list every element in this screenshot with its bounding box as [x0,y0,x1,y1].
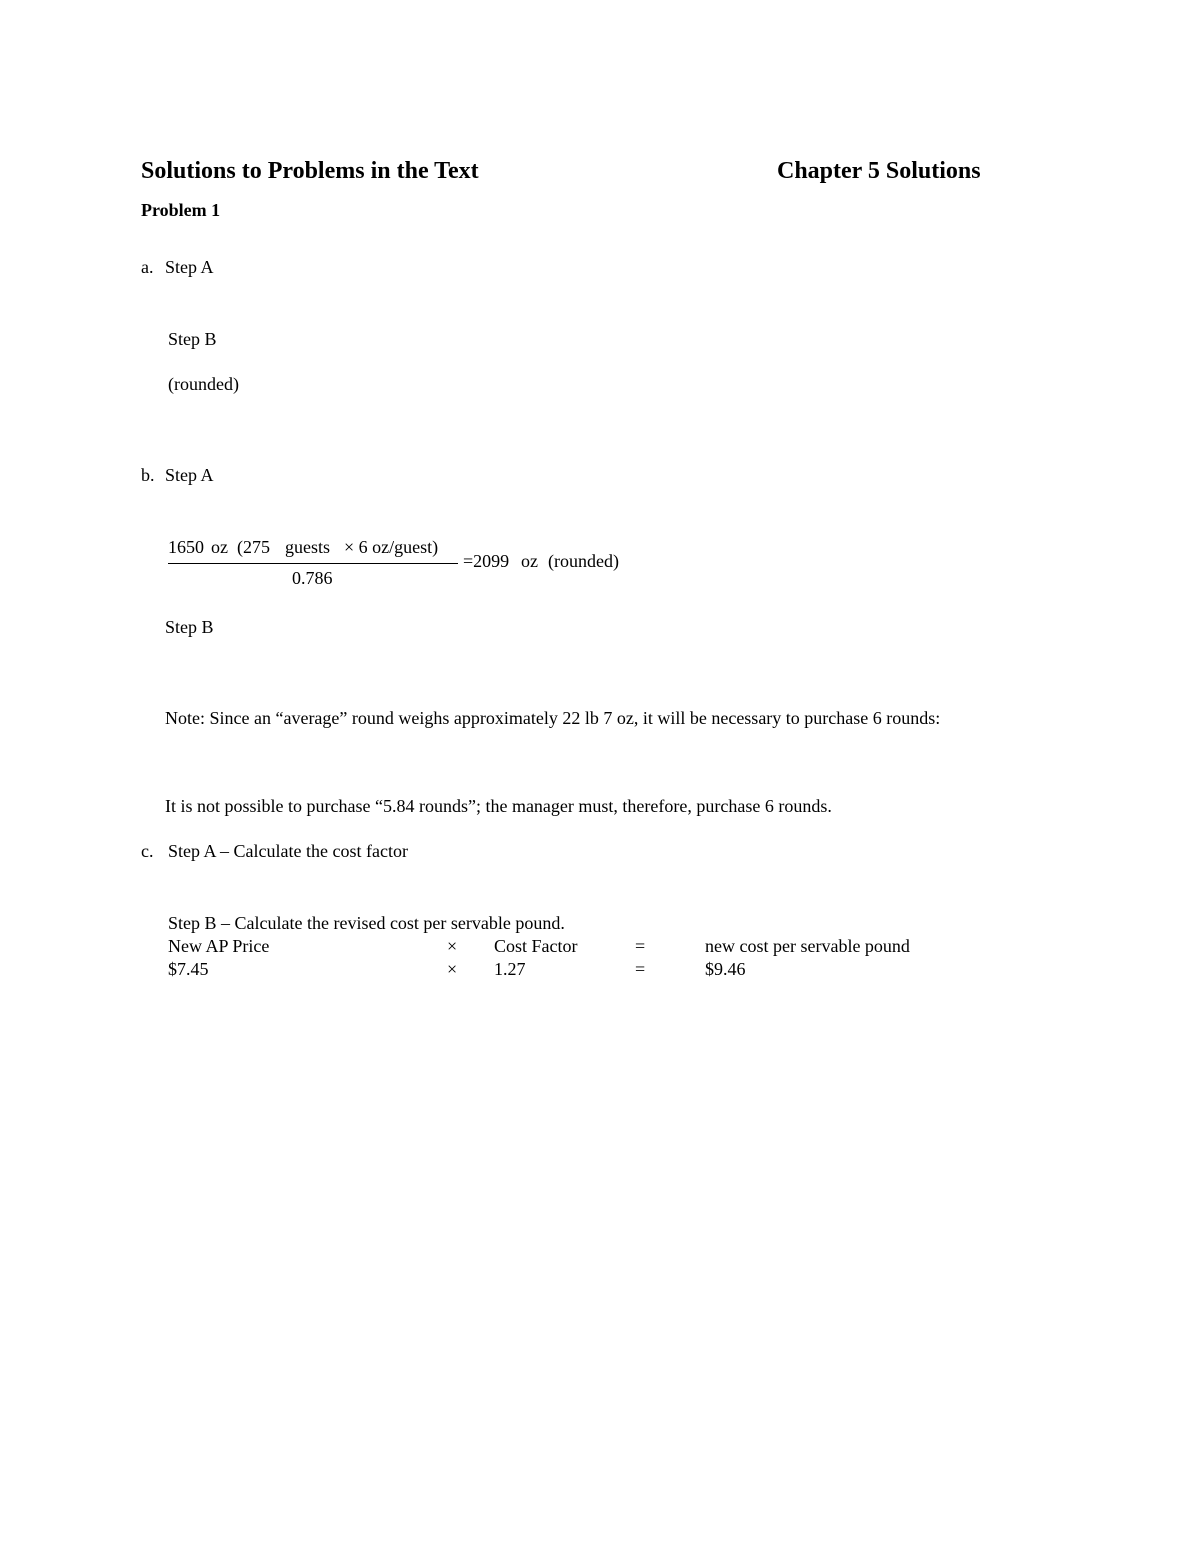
row-new-cost: $9.46 [705,959,746,979]
numerator-portion: × 6 oz/guest) [344,537,439,557]
part-b-marker: b. [141,465,155,485]
row-ap-price: $7.45 [168,959,209,979]
chapter-title: Chapter 5 Solutions [777,158,981,184]
numerator-guests: guests [285,537,330,557]
numerator-unit: oz [211,537,228,557]
problem-label: Problem 1 [141,200,221,220]
row-equals-sign: = [635,959,646,979]
numerator-value: 1650 [168,537,204,557]
header-times-sign: × [447,936,458,956]
header-cost-factor: Cost Factor [494,936,578,956]
row-cost-factor: 1.27 [494,959,526,979]
header-new-cost: new cost per servable pound [705,936,910,956]
part-b-step-b: Step B [165,617,214,637]
part-b-note: Note: Since an “average” round weighs approximately 22 lb 7 oz, it will be necessary to purchase 6 rounds: [165,708,941,728]
part-a-rounded: (rounded) [168,374,239,394]
part-a-step-b: Step B [168,329,217,349]
part-a-step-a: Step A [165,257,214,277]
part-c-step-b: Step B – Calculate the revised cost per servable pound. [168,913,565,933]
result-unit: oz [521,551,538,571]
part-b-step-a: Step A [165,465,214,485]
fraction-bar [168,563,458,564]
denominator-yield: 0.786 [292,568,333,588]
numerator-guest-count: (275 [237,537,270,557]
header-equals-sign: = [635,936,646,956]
part-c-step-a: Step A – Calculate the cost factor [168,841,408,861]
result-value: =2099 [463,551,510,571]
row-times-sign: × [447,959,458,979]
part-b-conclusion: It is not possible to purchase “5.84 rounds”; the manager must, therefore, purchase 6 rounds. [165,796,832,816]
part-a-marker: a. [141,257,154,277]
header-new-ap-price: New AP Price [168,936,270,956]
document-title: Solutions to Problems in the Text [141,158,479,184]
part-c-marker: c. [141,841,154,861]
result-rounded: (rounded) [548,551,619,571]
